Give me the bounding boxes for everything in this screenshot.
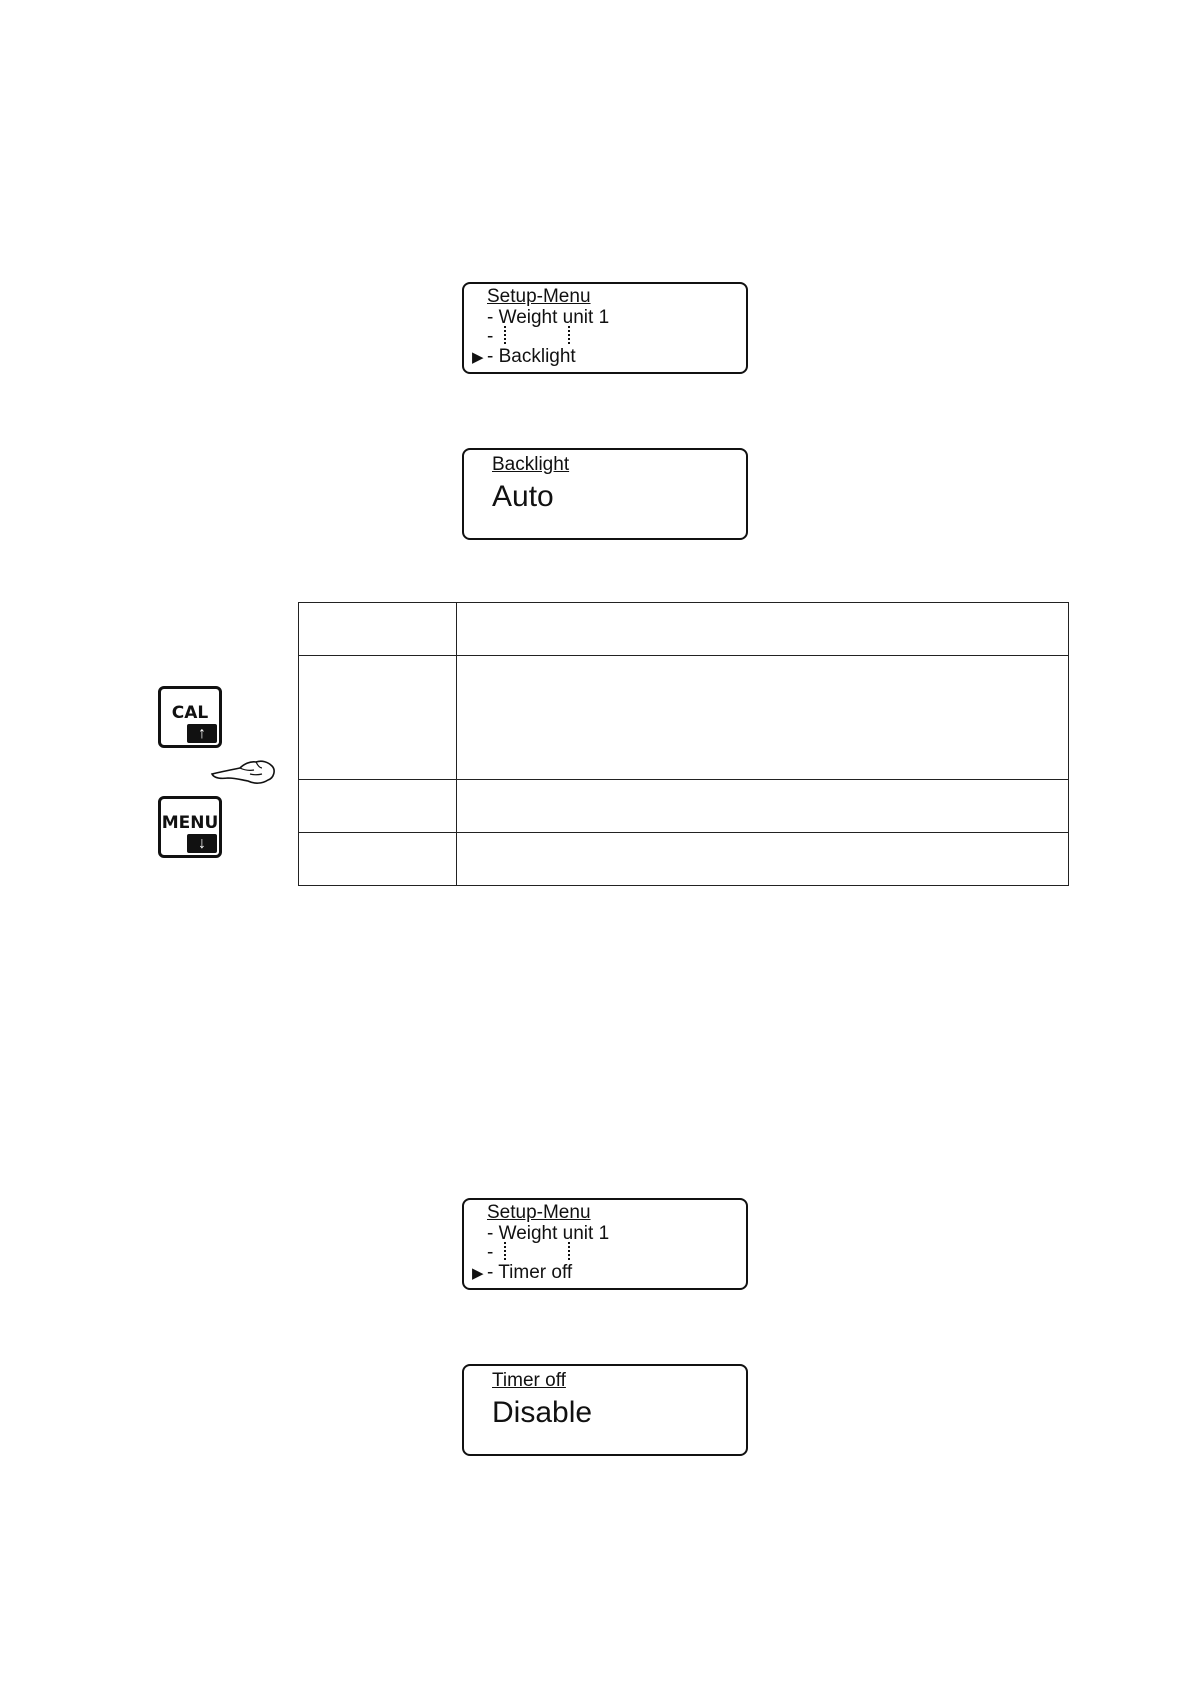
lcd-row-ellipsis: - [487,326,494,347]
table-cell [299,833,457,886]
arrow-down-icon: ↓ [187,834,217,853]
lcd-backlight-setting [462,448,748,540]
menu-key[interactable] [158,796,222,858]
lcd-title: Backlight [492,454,570,475]
lcd-title: Timer off [492,1370,566,1391]
cal-key-label: CAL [171,703,209,723]
lcd-row-weight-unit: - Weight unit 1 [487,307,610,328]
pointer-arrow-icon: ▶ [472,349,484,366]
pointer-arrow-icon: ▶ [472,1265,484,1282]
lcd-timer-setting [462,1364,748,1456]
pointing-hand-icon [210,754,278,788]
lcd-row-ellipsis: - [487,1242,494,1263]
table-row [299,833,1069,886]
lcd-row-selected: - Timer off [487,1262,573,1283]
lcd-dotted-divider [504,326,506,344]
lcd-dotted-divider [568,326,570,344]
table-row [299,780,1069,833]
cal-key[interactable] [158,686,222,748]
lcd-row-weight-unit: - Weight unit 1 [487,1223,610,1244]
menu-key-label: MENU [161,813,219,833]
lcd-title: Setup-Menu [487,286,591,307]
arrow-up-icon: ↑ [187,724,217,743]
table-row [299,603,1069,656]
lcd-dotted-divider [568,1242,570,1260]
lcd-setup-menu-timer [462,1198,748,1290]
table-cell [299,656,457,780]
table-cell [457,780,1069,833]
options-table [298,602,1069,886]
table-cell [299,780,457,833]
table-row [299,656,1069,780]
lcd-setup-menu-backlight [462,282,748,374]
lcd-value: Auto [492,480,554,513]
table-cell [299,603,457,656]
lcd-title: Setup-Menu [487,1202,591,1223]
lcd-dotted-divider [504,1242,506,1260]
table-cell [457,656,1069,780]
lcd-row-selected: - Backlight [487,346,576,367]
lcd-value: Disable [492,1396,593,1429]
key-panel [158,686,278,866]
table-cell [457,603,1069,656]
table-cell [457,833,1069,886]
